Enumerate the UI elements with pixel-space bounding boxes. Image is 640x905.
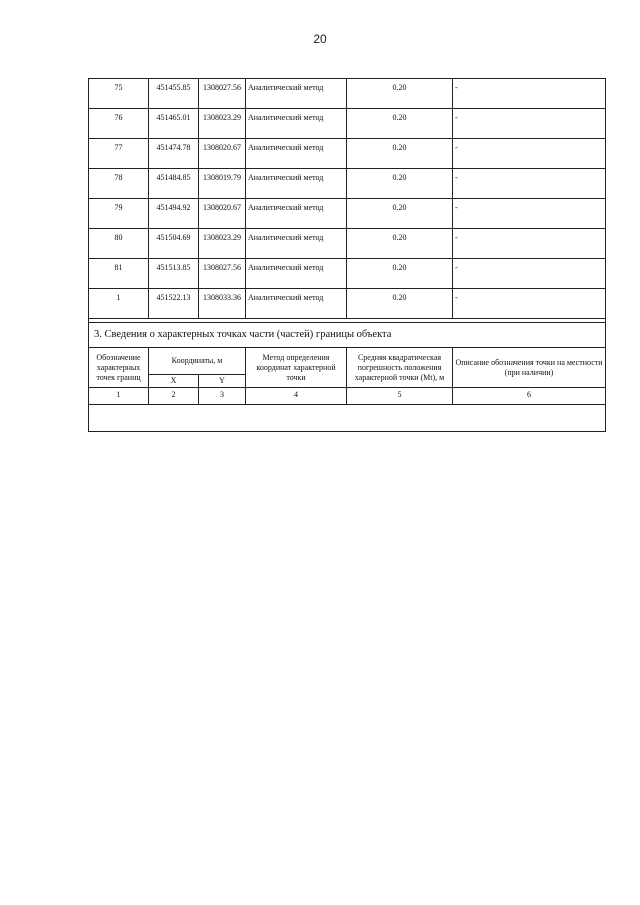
header-points: Обозначение характерных точек границ (89, 348, 149, 388)
coord-y: 1308023.29 (199, 229, 246, 259)
header-row (89, 348, 606, 375)
method-cell: Аналитический метод (246, 79, 347, 109)
method-cell: Аналитический метод (246, 199, 347, 229)
coord-x: 451474.78 (149, 139, 199, 169)
method-cell: Аналитический метод (246, 259, 347, 289)
description-cell: - (453, 229, 606, 259)
coord-y: 1308027.56 (199, 259, 246, 289)
table-row (89, 229, 606, 259)
section-3-title: 3. Сведения о характерных точках части (частей) границы объекта (89, 323, 606, 348)
data-rows (89, 79, 606, 319)
coord-y: 1308027.56 (199, 79, 246, 109)
header-desc: Описание обозначения точки на местности (при наличии) (453, 348, 606, 388)
page-number: 20 (313, 32, 327, 46)
description-cell: - (453, 289, 606, 319)
coord-y: 1308033.36 (199, 289, 246, 319)
header-method: Метод определения координат характерной точки (246, 348, 347, 388)
coord-x: 451504.69 (149, 229, 199, 259)
empty-row (89, 405, 606, 432)
error-cell: 0.20 (347, 139, 453, 169)
method-cell: Аналитический метод (246, 109, 347, 139)
method-cell: Аналитический метод (246, 289, 347, 319)
error-cell: 0.20 (347, 79, 453, 109)
description-cell: - (453, 259, 606, 289)
column-number: 2 (149, 388, 199, 405)
table-row (89, 139, 606, 169)
point-number: 77 (89, 139, 149, 169)
error-cell: 0.20 (347, 199, 453, 229)
header-coords: Координаты, м (149, 348, 246, 375)
column-number: 5 (347, 388, 453, 405)
table-row (89, 289, 606, 319)
coord-x: 451465.01 (149, 109, 199, 139)
error-cell: 0.20 (347, 169, 453, 199)
point-number: 75 (89, 79, 149, 109)
coord-x: 451494.92 (149, 199, 199, 229)
column-number: 4 (246, 388, 347, 405)
description-cell: - (453, 199, 606, 229)
table-row (89, 199, 606, 229)
header-y: Y (199, 375, 246, 388)
table-row (89, 79, 606, 109)
description-cell: - (453, 139, 606, 169)
description-cell: - (453, 169, 606, 199)
coord-y: 1308023.29 (199, 109, 246, 139)
column-number: 3 (199, 388, 246, 405)
point-number: 80 (89, 229, 149, 259)
section-3-title-row (89, 323, 606, 348)
coord-y: 1308019.79 (199, 169, 246, 199)
error-cell: 0.20 (347, 259, 453, 289)
coord-x: 451522.13 (149, 289, 199, 319)
description-cell: - (453, 79, 606, 109)
point-number: 81 (89, 259, 149, 289)
point-number: 78 (89, 169, 149, 199)
coordinates-table (88, 78, 606, 432)
error-cell: 0.20 (347, 289, 453, 319)
error-cell: 0.20 (347, 109, 453, 139)
coord-x: 451513.85 (149, 259, 199, 289)
error-cell: 0.20 (347, 229, 453, 259)
method-cell: Аналитический метод (246, 229, 347, 259)
table-row (89, 169, 606, 199)
column-numbers-row (89, 388, 606, 405)
point-number: 79 (89, 199, 149, 229)
table-row (89, 109, 606, 139)
header-error: Средняя квадратическая погрешность положения характерной точки (Mt), м (347, 348, 453, 388)
coord-x: 451455.85 (149, 79, 199, 109)
column-number: 6 (453, 388, 606, 405)
point-number: 1 (89, 289, 149, 319)
column-number: 1 (89, 388, 149, 405)
coord-y: 1308020.67 (199, 139, 246, 169)
description-cell: - (453, 109, 606, 139)
method-cell: Аналитический метод (246, 139, 347, 169)
point-number: 76 (89, 109, 149, 139)
method-cell: Аналитический метод (246, 169, 347, 199)
coord-x: 451484.85 (149, 169, 199, 199)
header-x: X (149, 375, 199, 388)
table-row (89, 259, 606, 289)
coord-y: 1308020.67 (199, 199, 246, 229)
